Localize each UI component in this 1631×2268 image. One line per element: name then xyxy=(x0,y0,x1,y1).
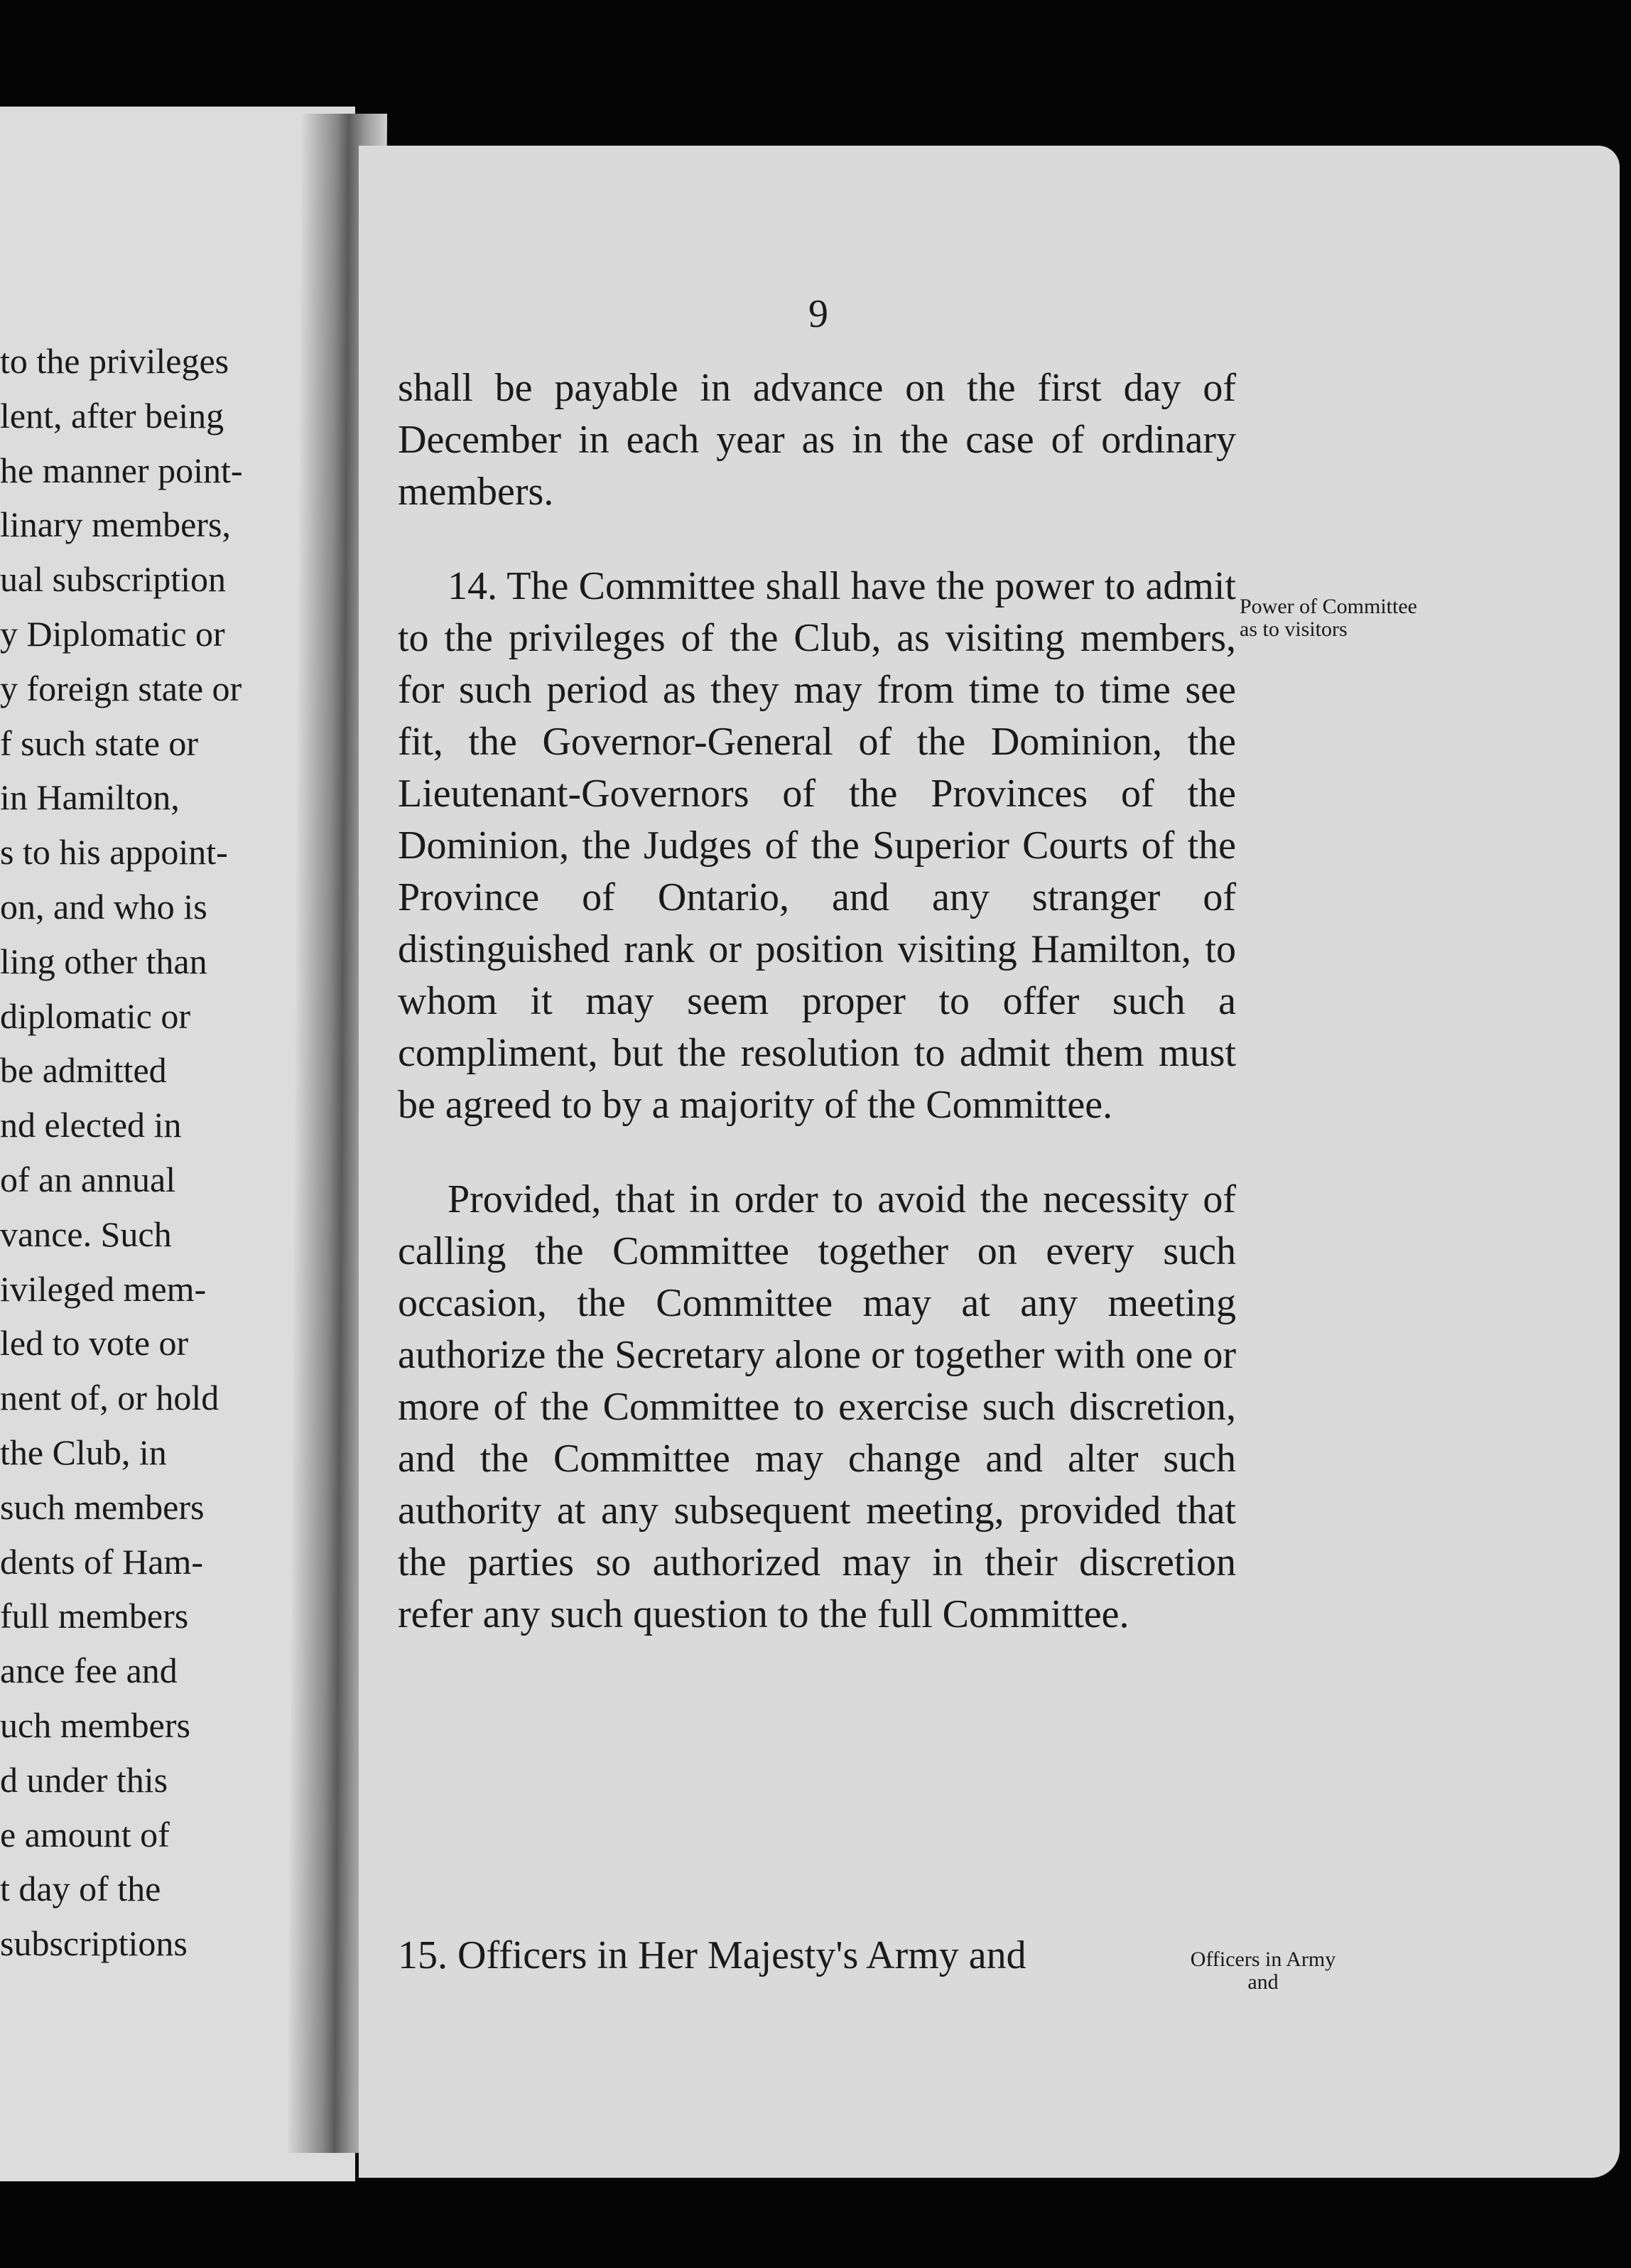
left-line: f such state or xyxy=(0,723,199,763)
right-page-body xyxy=(398,362,1236,1683)
left-line: to the privileges xyxy=(0,341,229,381)
section-14-paragraph: 14. The Committee shall have the power to admit to the privileges of the Club, as visiting members, for such period as they may from time to time see fit, the Governor-General of the Dominion, the Lieutenant-Governors of the Provinces of the Dominion, the Judges of the Superior Courts of the Province of Ontario, and any stranger of distinguished rank or position visiting Hamilton, to whom it may seem proper to offer such a compliment, but the resolution to admit them must be agreed to by a majority of the Committee. xyxy=(398,564,1236,1127)
left-line: subscriptions xyxy=(0,1923,188,1964)
left-line: ling other than xyxy=(0,941,207,981)
left-line: led to vote or xyxy=(0,1323,189,1364)
left-line: s to his appoint- xyxy=(0,832,228,873)
left-page-text xyxy=(0,334,243,1971)
left-line: ual subscription xyxy=(0,559,227,600)
section-15-paragraph xyxy=(398,1933,1172,1978)
left-line: uch members xyxy=(0,1705,190,1745)
left-line: in Hamilton, xyxy=(0,777,180,818)
left-line: such members xyxy=(0,1486,205,1527)
left-line: be admitted xyxy=(0,1050,167,1091)
left-line: linary members, xyxy=(0,504,231,545)
left-line: dents of Ham- xyxy=(0,1541,204,1582)
left-line: nent of, or hold xyxy=(0,1378,220,1418)
left-line: on, and who is xyxy=(0,886,207,927)
left-line: of an annual xyxy=(0,1159,176,1199)
continuation-paragraph: shall be payable in advance on the first day of December in each year as in the case of ordinary members. xyxy=(398,366,1236,514)
page-number: 9 xyxy=(808,292,828,336)
left-line: y foreign state or xyxy=(0,668,242,708)
left-line: d under this xyxy=(0,1759,168,1800)
left-line: e amount of xyxy=(0,1814,170,1854)
left-line: vance. Such xyxy=(0,1214,172,1254)
margin-note-officers: Officers in Army and xyxy=(1190,1948,1336,1994)
section-15-text: 15. Officers in Her Majesty's Army and xyxy=(398,1933,1026,1977)
left-line: diplomatic or xyxy=(0,995,190,1036)
left-line: ance fee and xyxy=(0,1651,178,1691)
left-line: lent, after being xyxy=(0,395,224,436)
left-line: t day of the xyxy=(0,1869,161,1909)
left-line: y Diplomatic or xyxy=(0,613,225,654)
left-line: ivileged mem- xyxy=(0,1268,207,1309)
proviso-paragraph: Provided, that in order to avoid the necessity of calling the Committee together on every such occasion, the Committee may at any meeting authorize the Secretary alone or together with one or more of the Committee to exercise such discretion, and the Committee may change and alter such authority at any subsequent meeting, provided that the parties so authorized may in their discretion refer any such question to the full Committee. xyxy=(398,1177,1236,1636)
left-line: nd elected in xyxy=(0,1105,182,1145)
margin-note-power-of-committee: Power of Committee as to visitors xyxy=(1240,595,1417,641)
left-line: he manner point- xyxy=(0,450,243,490)
left-line: the Club, in xyxy=(0,1432,167,1472)
left-line: full members xyxy=(0,1596,189,1636)
